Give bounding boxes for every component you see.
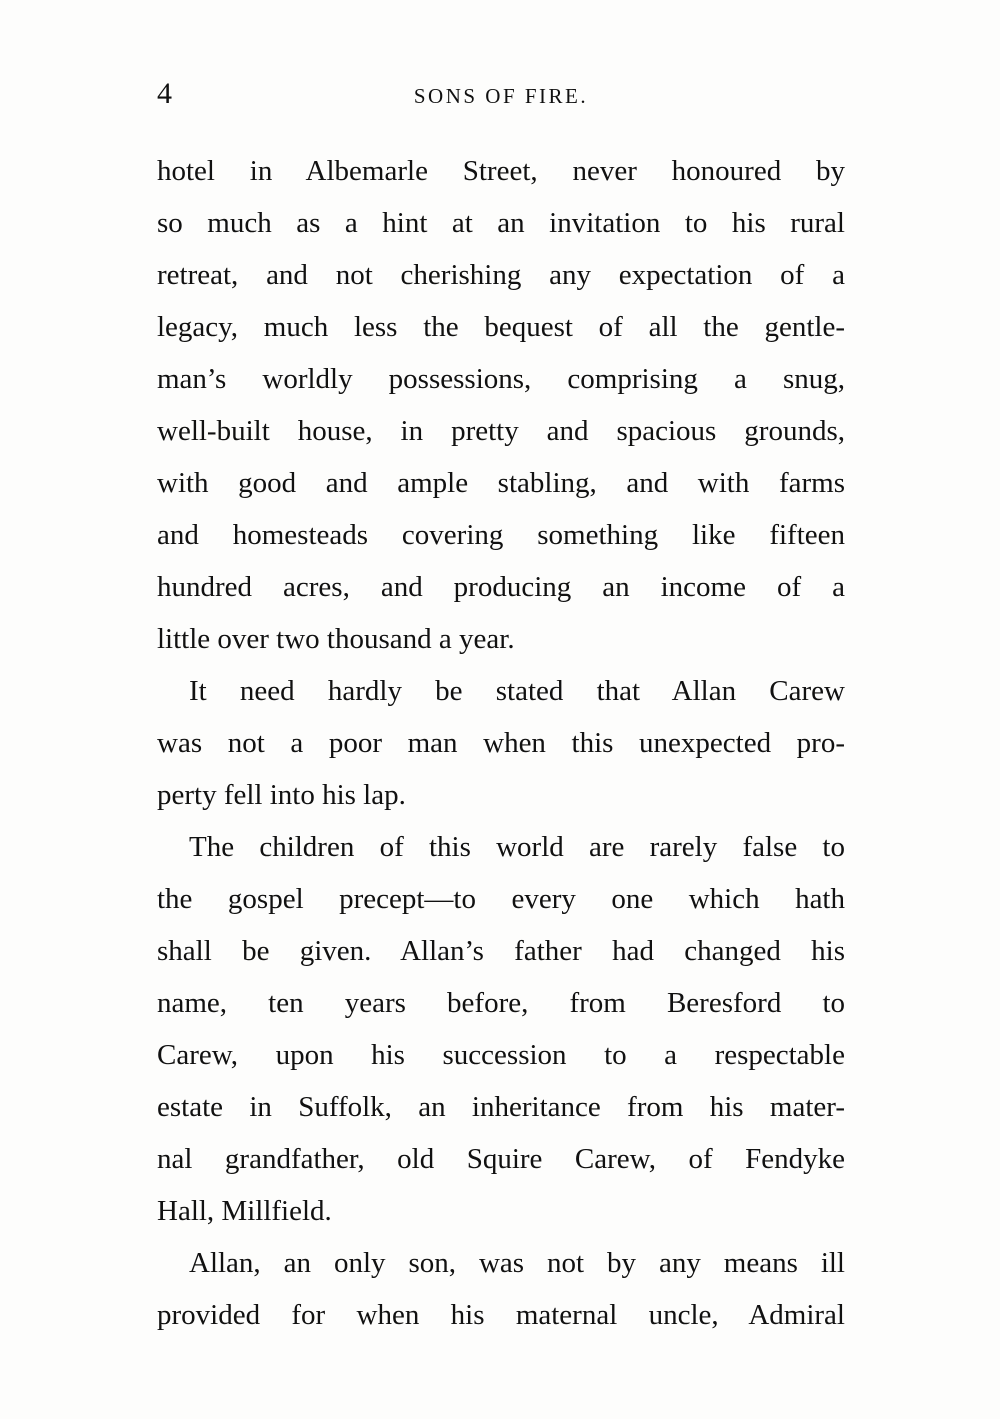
- text-line: the gospel precept—to every one which hath: [157, 883, 845, 915]
- running-head: [157, 74, 845, 114]
- text-line: and homesteads covering something like fifteen: [157, 519, 845, 551]
- text-line: provided for when his maternal uncle, Admiral: [157, 1299, 845, 1331]
- text-line: hundred acres, and producing an income of a: [157, 571, 845, 603]
- text-line: shall be given. Allan’s father had changed his: [157, 935, 845, 967]
- text-line: The children of this world are rarely false to: [189, 831, 845, 863]
- text-line: was not a poor man when this unexpected pro-: [157, 727, 845, 759]
- text-line: hotel in Albemarle Street, never honoured by: [157, 155, 845, 187]
- text-line: It need hardly be stated that Allan Carew: [189, 675, 845, 707]
- text-line: man’s worldly possessions, comprising a snug,: [157, 363, 845, 395]
- text-line: with good and ample stabling, and with farms: [157, 467, 845, 499]
- paragraph-3: [157, 821, 845, 1237]
- page-number: 4: [157, 77, 172, 110]
- text-line: name, ten years before, from Beresford to: [157, 987, 845, 1019]
- body-text: [157, 145, 845, 1341]
- text-line: legacy, much less the bequest of all the gentle-: [157, 311, 845, 343]
- running-title: SONS OF FIRE.: [413, 84, 589, 108]
- text-line: Allan, an only son, was not by any means ill: [189, 1247, 845, 1279]
- text-line: estate in Suffolk, an inheritance from his mater-: [157, 1091, 845, 1123]
- text-line: well-built house, in pretty and spacious grounds,: [157, 415, 845, 447]
- text-line: retreat, and not cherishing any expectation of a: [157, 259, 845, 291]
- text-line: so much as a hint at an invitation to his rural: [157, 207, 845, 239]
- text-line: nal grandfather, old Squire Carew, of Fendyke: [157, 1143, 845, 1175]
- text-line: Hall, Millfield.: [157, 1195, 332, 1227]
- text-line: little over two thousand a year.: [157, 623, 515, 655]
- paragraph-4: [157, 1237, 845, 1341]
- text-line: perty fell into his lap.: [157, 779, 406, 811]
- text-line: Carew, upon his succession to a respectable: [157, 1039, 845, 1071]
- paragraph-2: [157, 665, 845, 821]
- paragraph-1: [157, 145, 845, 665]
